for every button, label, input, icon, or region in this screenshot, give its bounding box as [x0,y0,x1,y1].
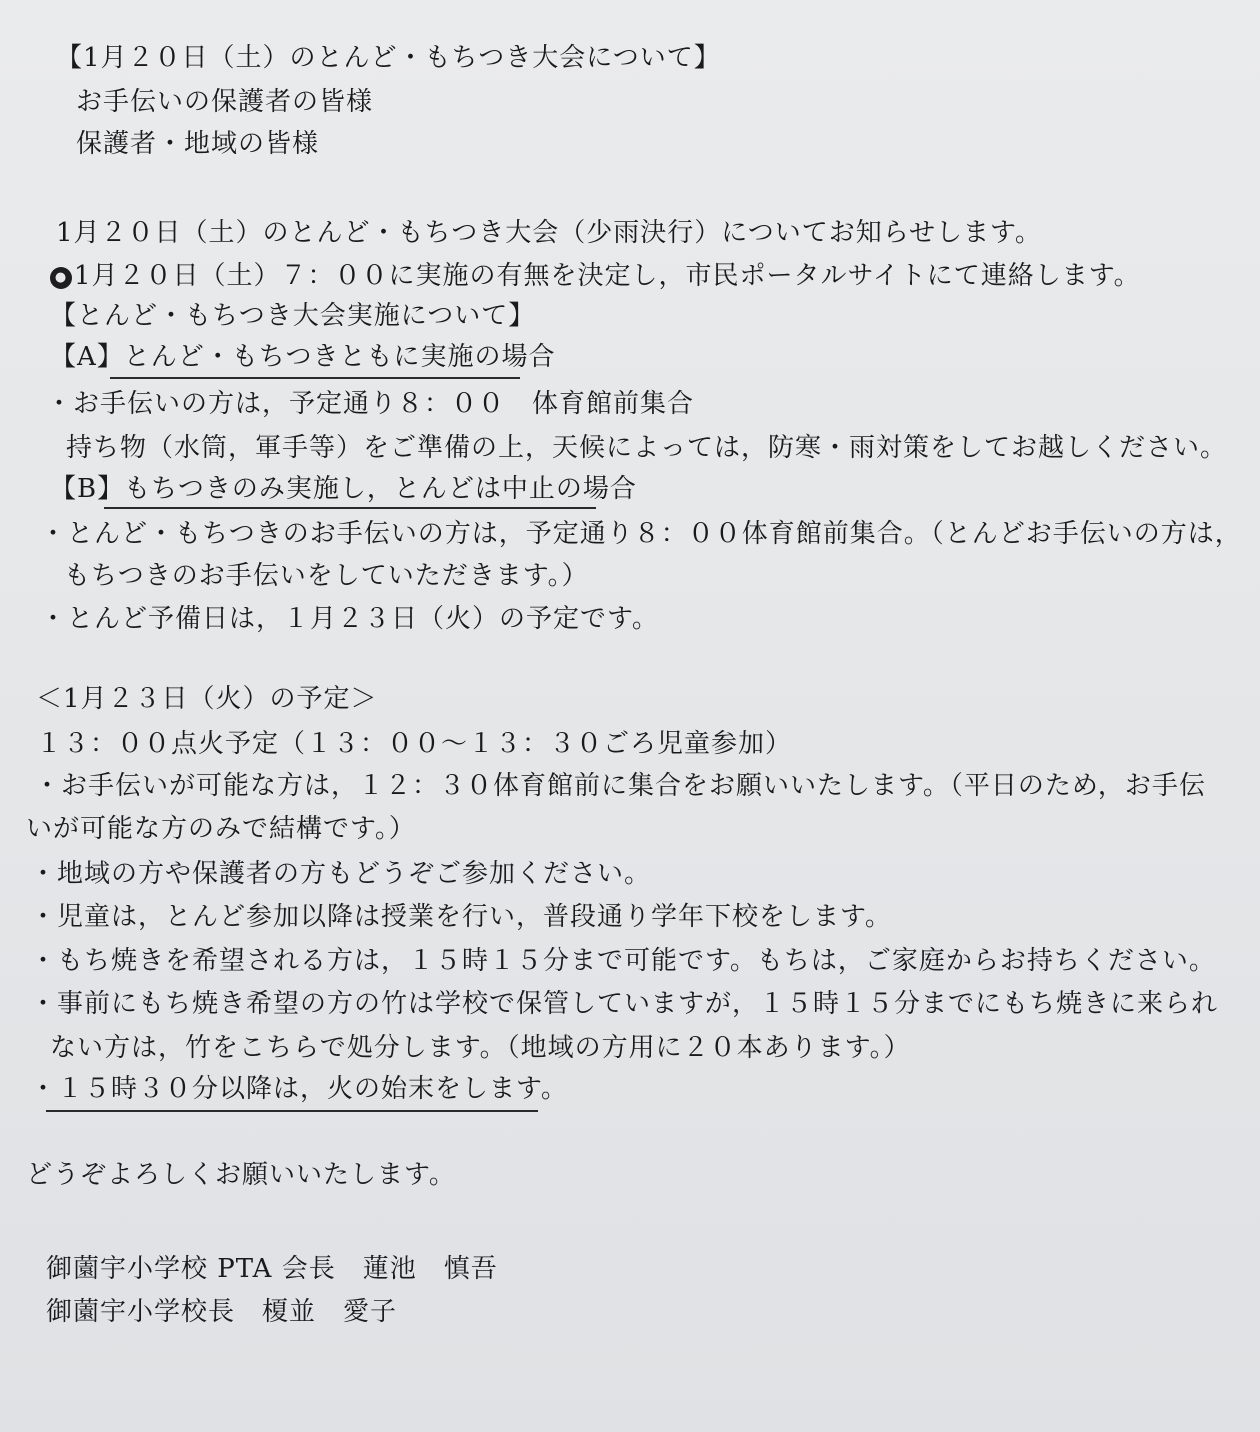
addressee-parents-community: 保護者・地域の皆様 [76,129,320,159]
case-b-underline [104,507,596,509]
case-a-underline [110,377,520,379]
case-b-label: 【B】 [50,474,125,504]
reserve-heading: ＜1月２３日（火）の予定＞ [36,684,378,714]
case-b-reserve-day: ・とんど予備日は，１月２３日（火）の予定です。 [40,604,659,634]
case-a-heading [50,340,556,374]
reserve-item-fire-text: １５時３０分以降は，火の始末をします。 [57,1074,568,1104]
reserve-item-fire [30,1072,568,1106]
reserve-item-mochi-grill: ・もち焼きを希望される方は，１５時１５分まで可能です。もちは，ご家庭からお持ちください。 [30,946,1216,976]
decision-notice-text: 1月２０日（土）７：００に実施の有無を決定し，市民ポータルサイトにて連絡します。 [74,261,1141,291]
reserve-item-students: ・児童は，とんど参加以降は授業を行い，普段通り学年下校をします。 [30,902,892,932]
signature-pta-president: 御薗宇小学校 PTA 会長 蓮池 慎吾 [46,1254,498,1284]
closing-text: どうぞよろしくお願いいたします。 [26,1160,456,1190]
case-b-heading [50,472,637,506]
addressee-helpers: お手伝いの保護者の皆様 [76,87,374,117]
case-b-assembly-cont: もちつきのお手伝いをしていただきます。） [64,561,589,591]
decision-notice [50,259,1141,293]
reserve-item-helpers-cont: いが可能な方のみで結構です。） [26,814,416,844]
case-a-heading-text: とんど・もちつきともに実施の場合 [123,342,556,372]
section-title: 【とんど・もちつき大会実施について】 [50,301,536,331]
reserve-item-fire-bullet: ・ [30,1074,58,1104]
black-circle-bullet-icon: ● [50,267,72,289]
reserve-item-bamboo-cont: ない方は，竹をこちらで処分します。（地域の方用に２０本あります。） [50,1033,911,1063]
case-a-assembly: ・お手伝いの方は，予定通り８：００ 体育館前集合 [46,389,695,419]
reserve-item-fire-underline [46,1110,538,1112]
case-a-label: 【A】 [50,342,124,372]
case-a-belongings: 持ち物（水筒，軍手等）をご準備の上，天候によっては，防寒・雨対策をしてお越しください。 [66,433,1228,463]
reserve-item-community: ・地域の方や保護者の方もどうぞご参加ください。 [30,859,652,889]
case-b-assembly: ・とんど・もちつきのお手伝いの方は，予定通り８：００体育館前集合。（とんどお手伝いの方は， [40,519,1242,549]
signature-principal: 御薗宇小学校長 榎並 愛子 [46,1297,398,1327]
case-b-heading-text: もちつきのみ実施し，とんどは中止の場合 [124,474,637,504]
document-title: 【1月２０日（土）のとんど・もちつき大会について】 [56,43,721,73]
reserve-item-helpers: ・お手伝いが可能な方は，１２：３０体育館前に集合をお願いいたします。（平日のため，お手伝 [34,771,1206,801]
reserve-item-bamboo: ・事前にもち焼き希望の方の竹は学校で保管していますが，１５時１５分までにもち焼きに来られ [30,989,1219,1019]
intro-text: 1月２０日（土）のとんど・もちつき大会（少雨決行）についてお知らせします。 [56,218,1042,248]
reserve-time: １３：００点火予定（１３：００～１３：３０ごろ児童参加） [36,729,793,759]
